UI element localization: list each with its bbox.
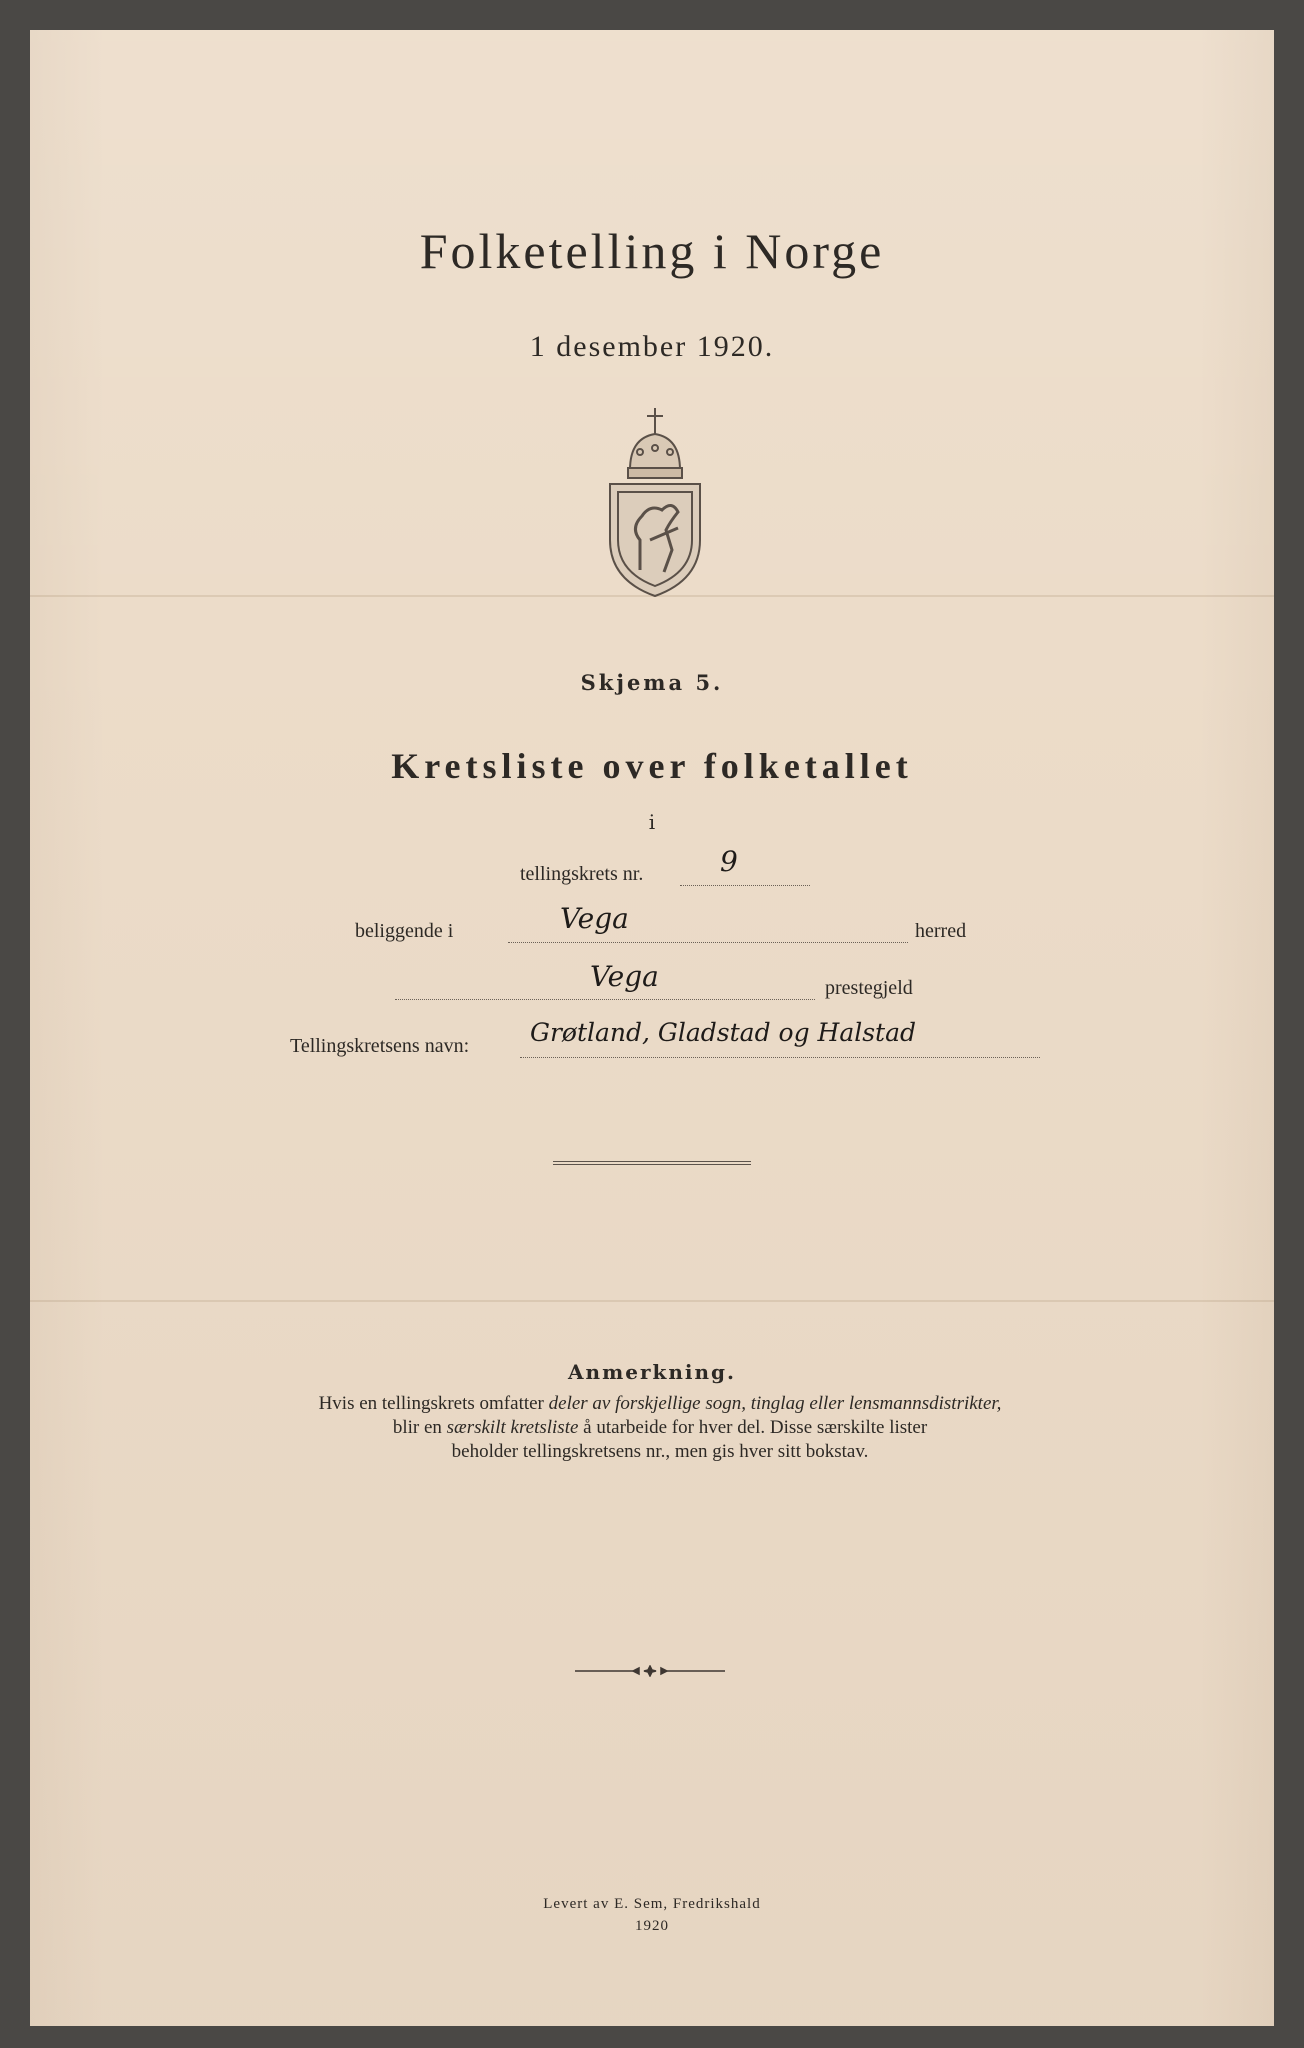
note-emphasis: særskilt kretsliste (446, 1417, 579, 1438)
note-heading: Anmerkning. (568, 1360, 736, 1384)
printer-credit: Levert av E. Sem, Fredrikshald (543, 1896, 761, 1912)
note-line-3: beholder tellingskretsens nr., men gis hver sitt bokstav. (451, 1441, 869, 1462)
paper-fold (30, 1300, 1274, 1302)
herred-suffix: herred (915, 920, 967, 942)
preposition-text: i (648, 810, 656, 834)
note-line-2 (210, 1416, 1110, 1440)
district-number-field[interactable] (680, 884, 810, 886)
herred-field[interactable] (508, 941, 908, 943)
district-name-value: Grøtland, Gladstad og Halstad (530, 1018, 917, 1047)
separator-rule (553, 1161, 751, 1165)
located-in-label: beliggende i (355, 920, 454, 942)
district-name-field[interactable] (520, 1056, 1040, 1058)
note-emphasis: deler av forskjellige sogn, tinglag eller lensmannsdistrikter, (548, 1393, 1002, 1414)
herred-value: Vega (560, 902, 629, 935)
schema-number: Skjema 5. (580, 670, 724, 695)
district-number-value: 9 (720, 845, 738, 878)
printer-year: 1920 (635, 1918, 669, 1934)
note-text: å utarbeide for hver del. Disse særskilte lister (578, 1417, 928, 1438)
prestegjeld-suffix: prestegjeld (825, 977, 913, 999)
district-number-label: tellingskrets nr. (520, 863, 644, 885)
list-title: Kretsliste over folketallet (391, 746, 913, 786)
note-text: Hvis en tellingskrets omfatter (318, 1393, 549, 1414)
prestegjeld-value: Vega (590, 960, 659, 993)
census-form-page (30, 30, 1274, 2026)
census-date: 1 desember 1920. (529, 330, 775, 363)
form-title: Folketelling i Norge (419, 223, 885, 279)
note-text: blir en (392, 1417, 447, 1438)
ornament-divider-icon (575, 1665, 725, 1677)
prestegjeld-field[interactable] (395, 998, 815, 1000)
note-line-1 (210, 1392, 1110, 1416)
coat-of-arms-icon (600, 400, 710, 600)
district-name-label: Tellingskretsens navn: (290, 1035, 470, 1057)
